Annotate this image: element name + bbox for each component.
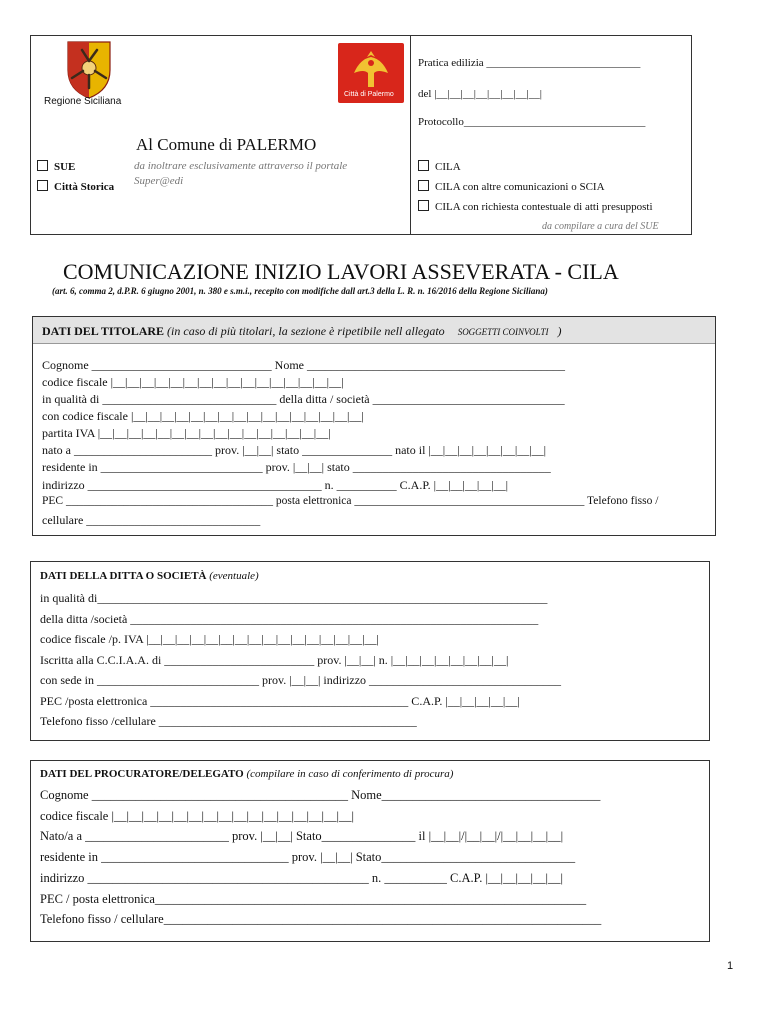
titolare-residenza[interactable]: residente in ___________________________ prov. |__|__| stato _________________________________ <box>42 460 551 474</box>
checkbox-sue[interactable] <box>37 160 75 173</box>
option-cila-scia-label: CILA con altre comunicazioni o SCIA <box>435 181 605 193</box>
palermo-logo-text: Città di Palermo <box>344 91 394 98</box>
procuratore-codice-fiscale[interactable]: codice fiscale |__|__|__|__|__|__|__|__|__|__|__|__|__|__|__|__| <box>40 809 355 823</box>
del-date-field[interactable]: del |__|__|__|__|__|__|__|__| <box>418 88 543 100</box>
header-divider <box>410 35 411 235</box>
titolare-indirizzo[interactable]: indirizzo _______________________________________ n. __________ C.A.P. |__|__|__|__|__| <box>42 478 509 492</box>
regione-logo-text: Regione Siciliana <box>44 96 122 107</box>
ditta-denominazione[interactable]: della ditta /società ____________________________________________________________________ <box>40 612 539 626</box>
procuratore-residenza[interactable]: residente in ______________________________ prov. |__|__| Stato_______________________________ <box>40 850 576 864</box>
titolare-qualita-ditta[interactable]: in qualità di _____________________________ della ditta / società ________________________________ <box>42 392 565 406</box>
ditta-heading-title: DATI DELLA DITTA O SOCIETÀ <box>40 570 207 582</box>
procuratore-indirizzo[interactable]: indirizzo _____________________________________________ n. __________ C.A.P. |__|__|__|__|__| <box>40 871 563 885</box>
titolare-nascita[interactable]: nato a _______________________ prov. |__|__| stato _______________ nato il |__|__|__|__|__|__|__|__| <box>42 443 547 457</box>
option-cila-scia[interactable] <box>418 180 605 193</box>
protocollo-field[interactable]: Protocollo_________________________________ <box>418 116 646 128</box>
compile-note: da compilare a cura del SUE <box>542 221 659 232</box>
procuratore-heading <box>40 768 453 780</box>
ditta-codice-fiscale-piva[interactable]: codice fiscale /p. IVA |__|__|__|__|__|__|__|__|__|__|__|__|__|__|__|__| <box>40 632 379 646</box>
titolare-heading-title: DATI DEL TITOLARE <box>42 324 165 338</box>
document-subtitle: (art. 6, comma 2, d.P.R. 6 giugno 2001, n. 380 e s.m.i., recepito con modifiche dall art.3 della L. R. n. 16/2016 della Regione Siciliana) <box>52 286 548 296</box>
procuratore-cognome-nome[interactable]: Cognome _________________________________________ Nome___________________________________ <box>40 788 601 802</box>
portal-note-line2: Super@edi <box>134 175 184 187</box>
pratica-edilizia-field[interactable]: Pratica edilizia ____________________________ <box>418 57 641 69</box>
ditta-heading-note: (eventuale) <box>209 570 259 582</box>
checkbox-square[interactable] <box>37 180 48 191</box>
procuratore-heading-note: (compilare in caso di conferimento di procura) <box>246 768 454 780</box>
regione-siciliana-logo <box>42 40 137 110</box>
option-cila-label: CILA <box>435 161 461 173</box>
ditta-heading <box>40 570 259 582</box>
titolare-cognome-nome[interactable]: Cognome ______________________________ Nome ___________________________________________ <box>42 358 565 372</box>
ditta-qualita[interactable]: in qualità di___________________________________________________________________________ <box>40 591 548 605</box>
checkbox-square[interactable] <box>418 200 429 211</box>
option-cila[interactable] <box>418 160 461 173</box>
ditta-cciaa[interactable]: Iscritta alla C.C.I.A.A. di _________________________ prov. |__|__| n. |__|__|__|__|__|__|__|__| <box>40 653 509 667</box>
checkbox-square[interactable] <box>37 160 48 171</box>
titolare-codice-fiscale-ditta[interactable]: con codice fiscale |__|__|__|__|__|__|__|__|__|__|__|__|__|__|__|__| <box>42 409 364 423</box>
checkbox-sue-label: SUE <box>54 161 76 173</box>
option-cila-atti-label: CILA con richiesta contestuale di atti presupposti <box>435 201 653 213</box>
procuratore-nascita[interactable]: Nato/a a _______________________ prov. |__|__| Stato_______________ il |__|__|/|__|__|/|__|__|__|__| <box>40 829 564 843</box>
option-cila-atti[interactable] <box>418 200 653 213</box>
titolare-codice-fiscale[interactable]: codice fiscale |__|__|__|__|__|__|__|__|__|__|__|__|__|__|__|__| <box>42 375 344 389</box>
ditta-telefono[interactable]: Telefono fisso /cellulare ___________________________________________ <box>40 714 417 728</box>
page-number: 1 <box>727 960 734 972</box>
titolare-heading <box>42 324 562 339</box>
citta-di-palermo-logo <box>338 43 404 103</box>
checkbox-citta-storica-label: Città Storica <box>54 181 115 193</box>
ditta-sede[interactable]: con sede in ___________________________ prov. |__|__| indirizzo ________________________________ <box>40 673 562 687</box>
comune-title: Al Comune di PALERMO <box>136 135 317 154</box>
titolare-pec-email-telefono[interactable]: PEC ____________________________________ posta elettronica ________________________________________ Telefono fisso / <box>42 495 659 507</box>
procuratore-telefono[interactable]: Telefono fisso / cellulare______________________________________________________________________ <box>40 912 602 926</box>
checkbox-citta-storica[interactable] <box>37 180 114 193</box>
titolare-cellulare[interactable]: cellulare _____________________________ <box>42 513 261 527</box>
titolare-heading-sc: SOGGETTI COINVOLTI <box>457 327 549 337</box>
checkbox-square[interactable] <box>418 160 429 171</box>
titolare-heading-note: (in caso di più titolari, la sezione è ripetibile nell allegato <box>167 324 445 338</box>
document-title: COMUNICAZIONE INIZIO LAVORI ASSEVERATA - CILA <box>63 259 619 284</box>
checkbox-square[interactable] <box>418 180 429 191</box>
procuratore-pec[interactable]: PEC / posta elettronica_____________________________________________________________________ <box>40 892 587 906</box>
procuratore-heading-title: DATI DEL PROCURATORE/DELEGATO <box>40 768 244 780</box>
titolare-heading-close: ) <box>557 324 562 338</box>
ditta-pec-cap[interactable]: PEC /posta elettronica ___________________________________________ C.A.P. |__|__|__|__|__| <box>40 694 520 708</box>
portal-note-line1: da inoltrare esclusivamente attraverso il portale <box>134 160 348 172</box>
titolare-partita-iva[interactable]: partita IVA |__|__|__|__|__|__|__|__|__|__|__|__|__|__|__|__| <box>42 426 331 440</box>
